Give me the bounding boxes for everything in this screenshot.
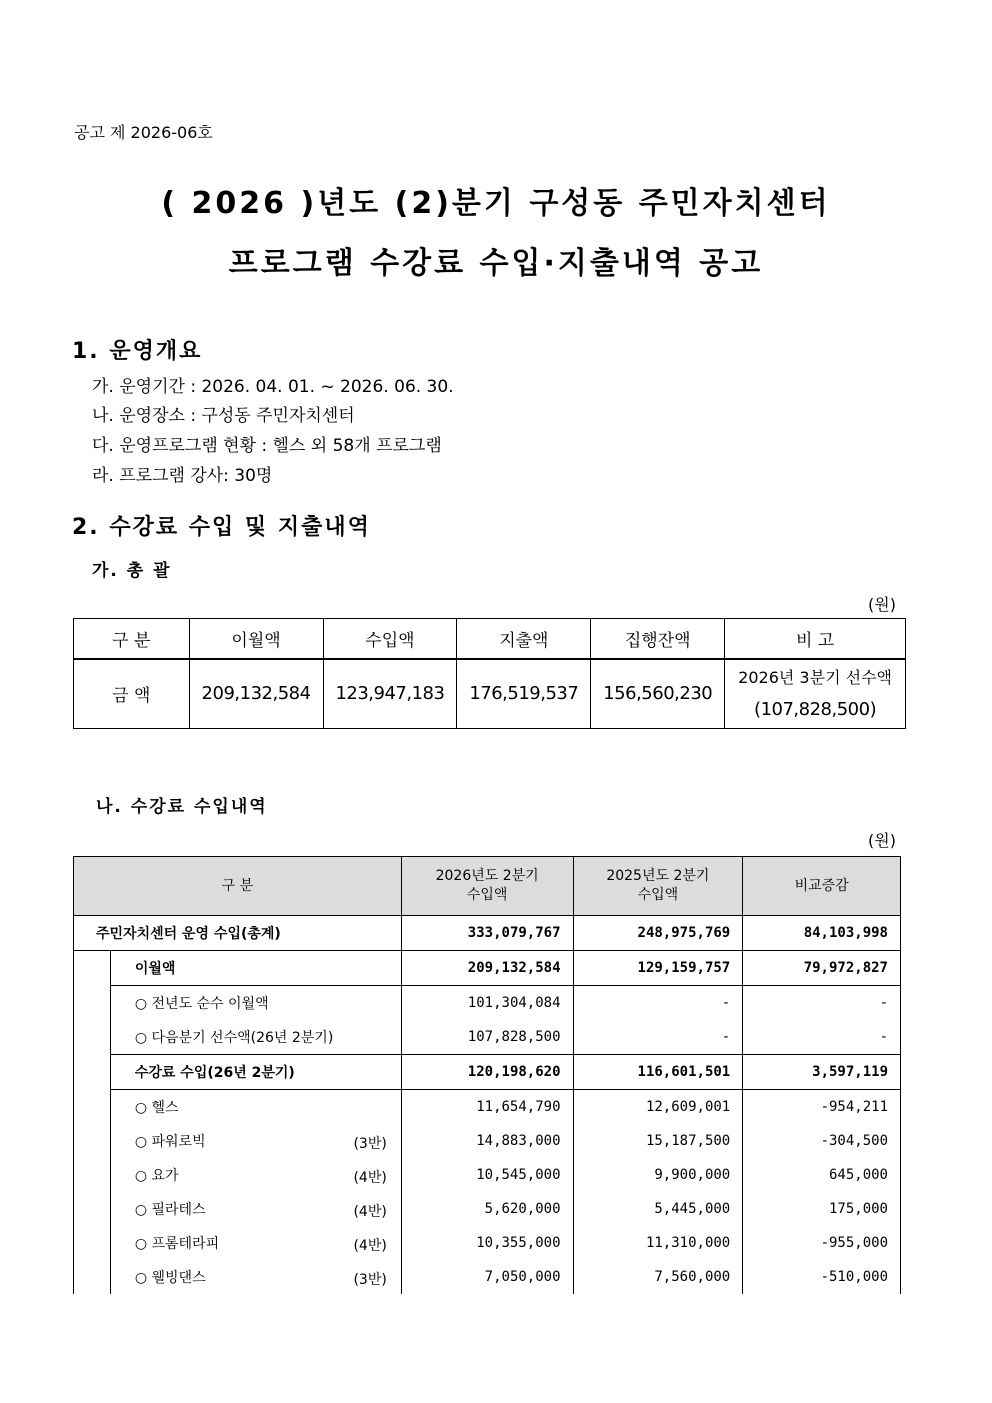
summary-header-balance: 집행잔액 [591,619,725,659]
income-header-previous [573,857,743,916]
row-class-count: (4반) [353,1170,387,1186]
summary-header-category: 구 분 [74,619,190,659]
summary-row-label: 금 액 [74,659,190,729]
income-header-current-line1: 2026년도 2분기 [435,868,539,884]
summary-note-line2: (107,828,500) [754,698,877,720]
subsection-summary-heading: 가. 총 괄 [92,561,172,581]
indent-cell [74,986,111,1021]
table-row [74,986,901,1021]
table-row [74,1124,901,1158]
page-title-line2: 프로그램 수강료 수입·지출내역 공고 [228,246,764,281]
summary-expense-value: 176,519,537 [457,659,591,729]
row-diff: -510,000 [743,1260,901,1294]
income-carry-previous: 129,159,757 [573,951,743,986]
row-previous: 12,609,001 [573,1090,743,1125]
income-header-previous-line2: 수입액 [637,887,679,903]
row-diff: -954,211 [743,1090,901,1125]
income-header-category: 구 분 [74,857,402,916]
table-row [74,1260,901,1294]
overview-location: 나. 운영장소 : 구성동 주민자치센터 [92,406,355,426]
income-header-current [401,857,573,916]
row-label-text: ○ 프롬테라피 [134,1236,220,1252]
indent-cell [74,1090,111,1125]
row-class-count: (3반) [353,1272,387,1288]
notice-number: 공고 제 2026-06호 [74,123,213,142]
row-label-text: ○ 파워로빅 [134,1134,206,1150]
row-previous: 5,445,000 [573,1192,743,1226]
income-carry-current: 209,132,584 [401,951,573,986]
row-previous: 11,310,000 [573,1226,743,1260]
row-label-text: ○ 요가 [134,1168,179,1184]
row-previous: - [573,986,743,1021]
income-fees-label: 수강료 수입(26년 2분기) [110,1055,401,1090]
row-diff: -304,500 [743,1124,901,1158]
summary-note-cell [725,659,906,729]
section1-heading: 1. 운영개요 [72,339,203,364]
row-label-text: ○ 헬스 [134,1100,179,1116]
indent-cell [74,1158,111,1192]
income-carry-row [74,951,901,986]
overview-period: 가. 운영기간 : 2026. 04. 01. ~ 2026. 06. 30. [92,377,454,397]
income-total-diff: 84,103,998 [743,916,901,951]
row-label [110,1260,401,1294]
row-diff: - [743,986,901,1021]
row-current: 10,545,000 [401,1158,573,1192]
row-label [110,986,401,1021]
income-header-previous-line1: 2025년도 2분기 [606,868,710,884]
row-label [110,1158,401,1192]
row-diff: - [743,1020,901,1055]
summary-balance-value: 156,560,230 [591,659,725,729]
summary-header-carryover: 이월액 [189,619,323,659]
income-fees-previous: 116,601,501 [573,1055,743,1090]
summary-header-expense: 지출액 [457,619,591,659]
income-total-label: 주민자치센터 운영 수입(총계) [74,916,402,951]
summary-header-row [74,619,906,659]
row-label-text: ○ 필라테스 [134,1202,206,1218]
subsection-income-heading: 나. 수강료 수입내역 [96,797,268,817]
section2-heading: 2. 수강료 수입 및 지출내역 [72,515,371,540]
row-label [110,1226,401,1260]
income-fees-diff: 3,597,119 [743,1055,901,1090]
income-fees-current: 120,198,620 [401,1055,573,1090]
summary-note-line1: 2026년 3분기 선수액 [738,667,892,687]
row-label [110,1124,401,1158]
row-label-text: ○ 웰빙댄스 [134,1270,206,1286]
income-carry-label: 이월액 [110,951,401,986]
row-current: 5,620,000 [401,1192,573,1226]
row-current: 107,828,500 [401,1020,573,1055]
table-row [74,1020,901,1055]
unit-label-income: (원) [868,831,896,850]
row-class-count: (4반) [353,1238,387,1254]
summary-amount-row [74,659,906,729]
row-previous: 7,560,000 [573,1260,743,1294]
income-header-row [74,857,901,916]
income-total-row [74,916,901,951]
indent-cell [74,1226,111,1260]
income-total-previous: 248,975,769 [573,916,743,951]
indent-cell [74,1260,111,1294]
indent-cell [74,1055,111,1090]
summary-header-note: 비 고 [725,619,906,659]
summary-carryover-value: 209,132,584 [189,659,323,729]
row-diff: 175,000 [743,1192,901,1226]
unit-label: (원) [868,595,896,614]
summary-header-income: 수입액 [323,619,457,659]
row-label-text: ○ 다음분기 선수액(26년 2분기) [134,1030,334,1046]
indent-cell [74,1192,111,1226]
overview-programs: 다. 운영프로그램 현황 : 헬스 외 58개 프로그램 [92,436,442,456]
row-current: 101,304,084 [401,986,573,1021]
income-total-current: 333,079,767 [401,916,573,951]
indent-cell [74,1020,111,1055]
overview-instructors: 라. 프로그램 강사: 30명 [92,466,273,486]
row-diff: 645,000 [743,1158,901,1192]
page-title-line1: ( 2026 )년도 (2)분기 구성동 주민자치센터 [161,186,831,221]
row-label-text: ○ 전년도 순수 이월액 [134,996,269,1012]
row-label [110,1090,401,1125]
row-diff: -955,000 [743,1226,901,1260]
table-row [74,1192,901,1226]
row-current: 10,355,000 [401,1226,573,1260]
income-header-diff: 비교증감 [743,857,901,916]
indent-cell [74,951,111,986]
row-current: 14,883,000 [401,1124,573,1158]
row-previous: - [573,1020,743,1055]
row-label [110,1192,401,1226]
row-label [110,1020,401,1055]
income-header-current-line2: 수입액 [466,887,508,903]
income-fees-row [74,1055,901,1090]
table-row [74,1158,901,1192]
row-previous: 15,187,500 [573,1124,743,1158]
table-row [74,1226,901,1260]
row-class-count: (4반) [353,1204,387,1220]
summary-table [73,618,906,729]
table-row [74,1090,901,1125]
income-carry-diff: 79,972,827 [743,951,901,986]
indent-cell [74,1124,111,1158]
summary-income-value: 123,947,183 [323,659,457,729]
income-table [73,856,901,1294]
row-current: 11,654,790 [401,1090,573,1125]
row-current: 7,050,000 [401,1260,573,1294]
row-previous: 9,900,000 [573,1158,743,1192]
row-class-count: (3반) [353,1136,387,1152]
